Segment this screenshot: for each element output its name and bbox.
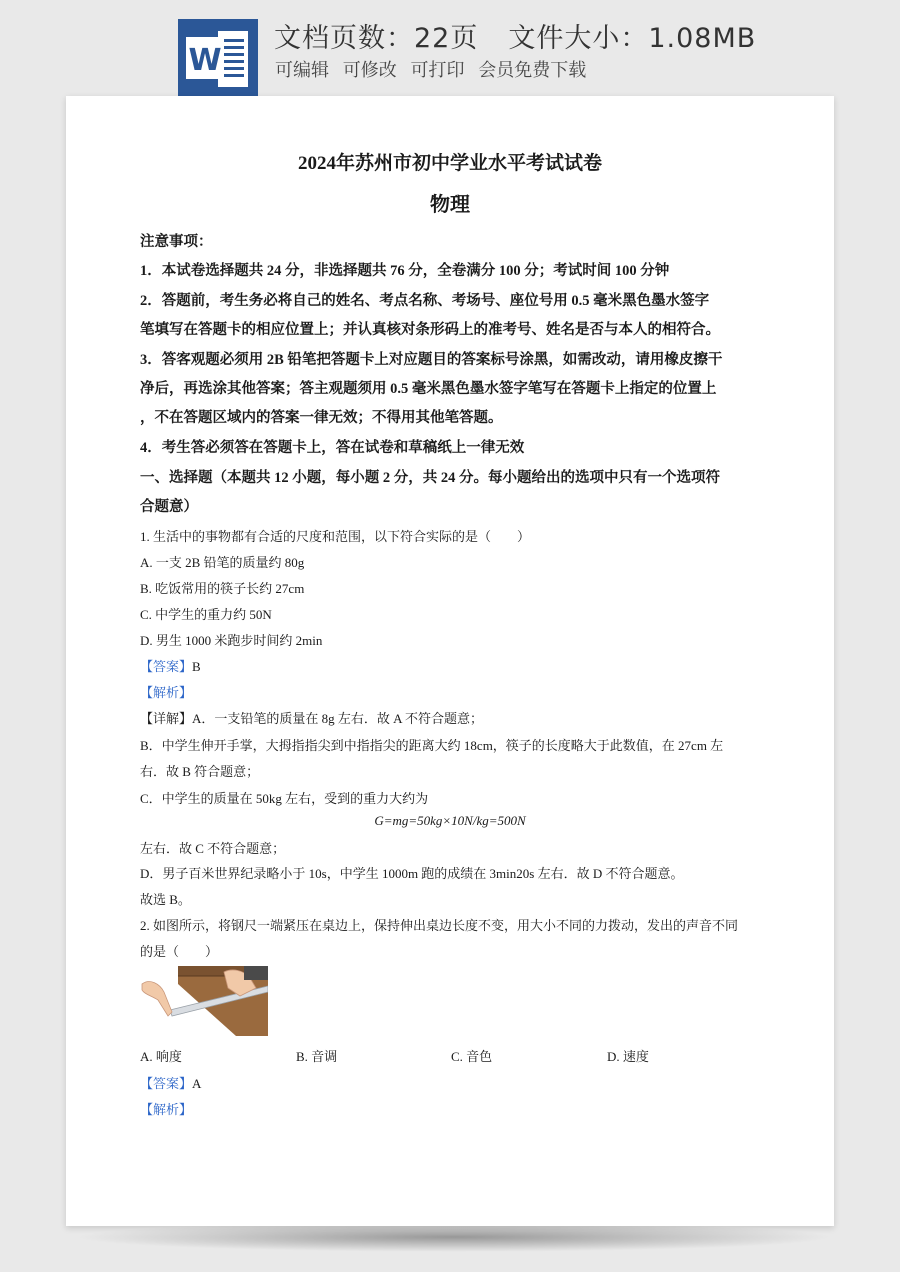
q2-analysis-tag: 【解析】: [140, 1102, 193, 1117]
feature-editable: 可编辑: [275, 60, 329, 81]
q1-detail-3: C．中学生的质量在 50kg 左右，受到的重力大约为: [140, 791, 429, 806]
answer-tag: 【答案】: [140, 1076, 193, 1091]
feature-list: [275, 56, 594, 82]
notice-item-2-cont: 笔填写在答题卡的相应位置上；并认真核对条形码上的准考号、姓名是否与本人的相符合。: [140, 322, 720, 338]
notice-item-3-cont: 净后，再选涂其他答案；答主观题须用 0.5 毫米黑色墨水签字笔写在答题卡上指定的位置上: [140, 381, 717, 397]
q1-detail-4: D．男子百米世界纪录略小于 10s，中学生 1000m 跑的成绩在 3min20s 左右．故 D 不符合题意。: [140, 866, 684, 881]
feature-modifiable: 可修改: [342, 60, 397, 81]
answer-tag: 【答案】: [140, 659, 193, 674]
q2-option-b: B. 音调: [296, 1049, 338, 1064]
q1-stem: 1. 生活中的事物都有合适的尺度和范围，以下符合实际的是（ ）: [140, 529, 531, 544]
q2-option-c: C. 音色: [451, 1049, 493, 1064]
q1-detail-3-cont: 左右．故 C 不符合题意；: [140, 841, 286, 856]
q1-option-a: A. 一支 2B 铅笔的质量约 80g: [140, 555, 305, 570]
answer-value: A: [192, 1076, 202, 1091]
steel-ruler-figure: [140, 966, 268, 1036]
q1-option-d: D. 男生 1000 米跑步时间约 2min: [140, 633, 323, 648]
document-info-banner: [0, 0, 900, 96]
feature-printable: 可打印: [410, 60, 465, 81]
notice-item-2: 2．答题前，考生务必将自己的姓名、考点名称、考场号、座位号用 0.5 毫米黑色墨水签字: [140, 293, 710, 309]
q2-option-a: A. 响度: [140, 1049, 182, 1064]
word-document-icon: [178, 19, 258, 97]
q2-answer: [140, 1073, 201, 1092]
q2-stem: 2. 如图所示，将钢尺一端紧压在桌边上，保持伸出桌边长度不变，用大小不同的力拨动，发出的声音不同: [140, 918, 739, 933]
q1-analysis-tag: 【解析】: [140, 685, 193, 700]
document-page: [66, 96, 834, 1226]
feature-member-download[interactable]: 会员免费下载: [478, 60, 587, 81]
notice-item-4: 4．考生答必须答在答题卡上，答在试卷和草稿纸上一律无效: [140, 440, 525, 456]
q1-formula: G=mg=50kg×10N/kg=500N: [374, 813, 526, 828]
q2-stem-cont: 的是（ ）: [140, 944, 219, 959]
notice-item-3-cont2: ，不在答题区域内的答案一律无效；不得用其他笔答题。: [140, 410, 503, 426]
file-size: 文件大小：1.08MB: [508, 23, 757, 54]
exam-title: 2024年苏州市初中学业水平考试试卷: [297, 153, 602, 174]
q2-option-d: D. 速度: [607, 1049, 649, 1064]
notice-heading: 注意事项：: [140, 234, 213, 250]
q1-detail-2: B．中学生伸开手掌，大拇指指尖到中指指尖的距离大约 18cm，筷子的长度略大于此数值，在 27cm 左: [140, 738, 724, 753]
q1-answer: [140, 656, 201, 675]
file-meta: [274, 16, 756, 55]
exam-subject: 物理: [430, 194, 470, 216]
section-heading-cont: 合题意）: [140, 499, 198, 515]
page-count: 文档页数：22页: [274, 23, 479, 54]
q1-detail-5: 故选 B。: [140, 892, 191, 907]
q1-detail-2-cont: 右．故 B 符合题意；: [140, 764, 260, 779]
notice-item-1: 1．本试卷选择题共 24 分，非选择题共 76 分，全卷满分 100 分；考试时间 100 分钟: [140, 263, 670, 279]
notice-item-3: 3．答客观题必须用 2B 铅笔把答题卡上对应题目的答案标号涂黑，如需改动，请用橡皮擦干: [140, 352, 723, 368]
paper-shadow: [74, 1222, 834, 1252]
answer-value: B: [192, 659, 201, 674]
q1-option-b: B. 吃饭常用的筷子长约 27cm: [140, 581, 305, 596]
section-heading: 一、选择题（本题共 12 小题，每小题 2 分，共 24 分。每小题给出的选项中只有一个选项符: [140, 470, 720, 486]
svg-text:W: W: [188, 43, 222, 78]
q1-option-c: C. 中学生的重力约 50N: [140, 607, 272, 622]
q1-detail-1: 【详解】A．一支铅笔的质量在 8g 左右．故 A 不符合题意；: [140, 711, 484, 726]
